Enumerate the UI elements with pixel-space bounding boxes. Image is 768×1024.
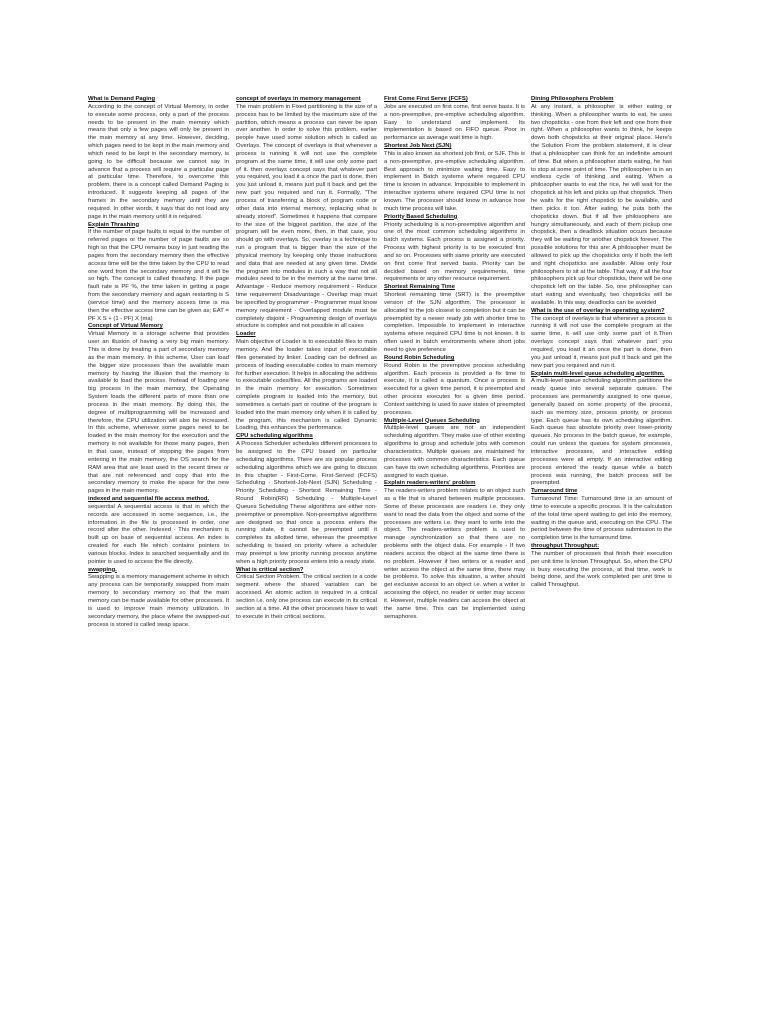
section-heading: Shortest Job Next (SJN): [384, 143, 452, 150]
section-heading: Concept of Virtual Memory: [88, 323, 163, 330]
section-paragraph: A multi-level queue scheduling algorithm partitions the ready queue into several separate queues. The processes are permanently assigned to one queue, generally based on some property of the process, such as memory size, process priority, or process type. Each queue has its own scheduling algorithm. Each queue has absolute priority over lower-priority queues. No process in the batch queue, for example, could run unless the queues for system processes, interactive processes, and interactive editing processes were all empty. If an interactive editing process entered the ready queue while a batch process was running, the batch process will be preempted.: [531, 378, 672, 487]
section-heading: Multiple-Level Queues Scheduling: [384, 417, 480, 424]
section-heading: Loader: [236, 331, 256, 338]
section-paragraph: At any instant, a philosopher is either eating or thinking. When a philosopher wants to eat, he uses two chopsticks - one from their left and one from their right. When a philosopher wants to think, he keeps down both chopsticks at their original place. Here's the Solution From the problem statement, it is clear that a philosopher can think for an indefinite amount of time. But when a philosopher starts eating, he has to stop at some point of time. The philosopher is in an endless cycle of thinking and eating. When a philosopher wants to eat the rice, he will wait for the chopstick at his left and picks up that chopstick. Then he waits for the right chopstick to be available, and then picks it too. After eating, he puts both the chopsticks down. But if all five philosophers are hungry simultaneously, and each of them pickup one chopstick, then a deadlock situation occurs because they will be waiting for another chopstick forever. The possible solutions for this are: A philosopher must be allowed to pick up the chopsticks only if both the left and right chopsticks are available. Allow only four philosophers to sit at the table. That way, if all the four philosophers pick up four chopsticks, there will be one chopstick left on the table. So, one philosopher can start eating and eventually, two chopsticks will be available. In this way, deadlocks can be avoided: [531, 103, 672, 306]
section-heading: indexed and sequential file access method.: [88, 496, 210, 503]
section-paragraph: This is also known as shortest job first, or SJF. This is a non-preemptive, pre-emptive scheduling algorithm. Best approach to minimize waiting time. Easy to implement in Batch systems where required CPU time is known in advance. Impossible to implement in interactive systems where required CPU time is not known. The processer should know in advance how much time process will take.: [384, 150, 525, 212]
section-paragraph: A Process Scheduler schedules different processes to be assigned to the CPU based on particular scheduling algorithms. There are six popular process scheduling algorithms which we are going to discuss in this chapter - First-Come, First-Served (FCFS) Scheduling - Shortest-Job-Next (SJN) Scheduling - Priority Scheduling - Shortest Remaining Time - Round Robin(RR) Scheduling - Multiple-Level Queues Scheduling These algorithms are either non-preemptive or preemptive. Non-preemptive algorithms are designed so that once a process enters the running state, it cannot be preempted until it completes its allotted time, whereas the preemptive scheduling is based on priority where a scheduler may preempt a low priority running process anytime when a high priority process enters into a ready state.: [236, 441, 377, 565]
section-heading: What is Demand Paging: [88, 96, 156, 102]
section-heading: Turnaround time: [531, 488, 578, 495]
section-heading: Shortest Remaining Time: [384, 284, 455, 291]
section-paragraph: Main objective of Loader is to executable files to main memory. And the loader takes input of executable files generated by linker. Loading can be defined as process of loading executable codes to main memory for further execution. It helps in allocating the address to executable codes/files. All the programs are loaded in the main memory for execution. Sometimes complete program is loaded into the memory, but sometimes a certain part or routine of the program is loaded into the main memory only when it is called by the program, this mechanism is called Dynamic Loading, this enhances the performance.: [236, 339, 377, 432]
section-heading: throughput Throughput:: [531, 543, 600, 550]
section-heading: Dining Philosophers Problem: [531, 96, 614, 102]
section-paragraph: The readers-writers problem relates to an object such as a file that is shared between multiple processes. Some of these processes are readers i.e. they only want to read the data from the object and some of the processes are writers i.e. they want to write into the object. The readers-writers problem is used to manage synchronization so that there are no problems with the object data. For example - If two readers access the object at the same time there is no problem. However if two writers or a reader and writer access the object at the same time, there may be problems. To solve this situation, a writer should get exclusive access to an object i.e. when a writer is accessing the object, no reader or writer may access it. However, multiple readers can access the object at the same time. This can be implemented using semaphores.: [384, 488, 525, 620]
section-paragraph: Priority scheduling is a non-preemptive algorithm and one of the most common scheduling algorithms in batch systems. Each process is assigned a priority. Process with highest priority is to be executed first and so on. Processes with same priority are executed on first come first served basis. Priority can be decided based on memory requirements, time requirements or any other resource requirement.: [384, 221, 525, 283]
section-heading: CPU scheduling algorithms: [236, 433, 313, 440]
column-3: [384, 96, 525, 622]
section-heading: Priority Based Scheduling: [384, 213, 458, 220]
section-heading: swapping.: [88, 566, 117, 573]
column-4: [531, 96, 672, 590]
section-paragraph: Round Robin is the preemptive process scheduling algorithm. Each process is provided a fix time to execute, it is called a quantum. Once a process is executed for a given time period, it is preempted and other process executes for a given time period. Context switching is used to save states of preempted processes.: [384, 362, 525, 416]
section-paragraph: Critical Section Problem. The critical section is a code segment where the shared variables can be accessed. An atomic action is required in a critical section i.e. only one process can execute in its critical section at a time. All the other processes have to wait to execute in their critical sections.: [236, 574, 377, 620]
column-1: [88, 96, 229, 629]
section-paragraph: The number of processes that finish their execution per unit time is known Throughput. So, when the CPU is busy executing the process, at that time, work is being done, and the work completed per unit time is called Throughput.: [531, 550, 672, 589]
section-paragraph: Turnaround Time: Turnaround time is an amount of time to execute a specific process. It is the calculation of the total time spent waiting to get into the memory, waiting in the queue and, executing on the CPU. The period between the time of process submission to the completion time is the turnaround time.: [531, 496, 672, 542]
section-paragraph: If the number of page faults is equal to the number of referred pages or the number of page faults are so high so that the CPU remains busy in just reading the pages from the secondary memory then the effective access time will be the time taken by the CPU to read one word from the secondary memory and it will be so high. The concept is called thrashing. If the page fault rate is PF %, the time taken in getting a page from the secondary memory and again restarting is S (service time) and the memory access time is ma then the effective access time can be given as; EAT = PF X S + (1 - PF) X (ma): [88, 229, 229, 322]
section-paragraph: Multiple-level queues are not an independent scheduling algorithm. They make use of other existing algorithms to group and schedule jobs with common characteristics. Multiple queues are maintained for processes with common characteristics. Each queue can have its own scheduling algorithms. Priorities are assigned to each queue.: [384, 425, 525, 479]
section-heading: Explain Thrashing: [88, 221, 140, 228]
section-paragraph: According to the concept of Virtual Memory, in order to execute some process, only a part of the process needs to be present in the main memory which means that only a few pages will only be present in the main memory at any time. However, deciding, which pages need to be kept in the main memory and which need to be kept in the secondary memory, is going to be difficult because we cannot say in advance that a process will require a particular page at particular time. Therefore, to overcome this problem, there is a concept called Demand Paging is introduced. It suggests keeping all pages of the frames in the secondary memory until they are required. In other words, it says that do not load any page in the main memory until it is required.: [88, 103, 229, 220]
section-heading: Round Robin Scheduling: [384, 354, 455, 361]
section-heading: What is the use of overlay in operating system?: [531, 307, 665, 314]
section-paragraph: Shortest remaining time (SRT) is the preemptive version of the SJN algorithm. The processor is allocated to the job closest to completion but it can be preempted by a newer ready job with shorter time to completion. Impossible to implement in interactive systems where required CPU time is not known. It is often used in batch environments where short jobs need to give preference: [384, 292, 525, 353]
section-paragraph: Swapping is a memory management scheme in which any process can be temporarily swapped from main memory to secondary memory so that the main memory can be made available for other processes. It is used to improve main memory utilization. In secondary memory, the place where the swapped-out process is stored is called swap space.: [88, 574, 229, 628]
section-paragraph: Virtual Memory is a storage scheme that provides user an illusion of having a very big main memory. This is done by treating a part of secondary memory as the main memory. In this scheme, User can load the bigger size processes than the available main memory by having the illusion that the memory is available to load the process. Instead of loading one big process in the main memory, the Operating System loads the different parts of more than one process in the main memory. By doing this, the degree of multiprogramming will be increased and therefore, the CPU utilization will also be increased. In this scheme, whenever some pages need to be loaded in the main memory for the execution and the memory is not available for those many pages, then in that case, instead of stopping the pages from entering in the main memory, the OS search for the RAM area that are least used in the recent times or that are not referenced and copy that into the secondary memory to make the space for the new pages in the main memory.: [88, 331, 229, 495]
column-2: [236, 96, 377, 622]
section-heading: What is critical section?: [236, 566, 304, 573]
section-paragraph: Jobs are executed on first come, first serve basis. It is a non-preemptive, pre-emptive scheduling algorithm. Easy to understand and implement. Its implementation is based on FIFO queue. Poor in performance as average wait time is high.: [384, 103, 525, 142]
section-paragraph: The concept of overlays is that whenever a process is running it will not use the complete program at the same time, it will use only some part of it.Then overlays concept says that whatever part you required, you load it an once the part is done, then you just unload it, means just pull it back and get the new part you required and run it.: [531, 315, 672, 369]
section-heading: concept of overlays in memory management: [236, 96, 361, 102]
section-paragraph: sequential A sequential access is that in which the records are accessed in some sequence, i.e., the information in the file is processed in order, one record after the other. Indexed - This mechanism is built up on base of sequential access. An index is created for each file which contains pointers to various blocks. Index is searched sequentially and its pointer is used to access the file directly.: [88, 503, 229, 565]
section-paragraph: The main problem in Fixed partitioning is the size of a process has to be limited by the maximum size of the partition, which means a process can never be span over another. In order to solve this problem, earlier people have used some solution which is called as Overlays. The concept of overlays is that whenever a process is running it will not use the complete program at the same time, it will use only some part of it. then overlays concept says that whatever part you required, you load it a once the part is done, then you just unload it, means just pull it back and get the new part you required and run it. Formally, "The process of transferring a block of program code or other data into internal memory, replacing what is already stored". Sometimes it happens that compare to the size of the biggest partition, the size of the program will be even more, then, in that case, you should go with overlays. So, overlay is a technique to run a program that is bigger than the size of the physical memory by keeping only those instructions and data that are needed at any given time. Divide the program into modules in such a way that not all modules need to be in the memory at the same time. Advantage - Reduce memory requirement - Reduce time requirement Disadvantage - Overlap map must be specified by programmer - Programmer must know memory requirement - Overlapped module must be completely disjoint - Programming design of overlays structure is complex and not possible in all cases: [236, 103, 377, 330]
section-heading: Explain readers-writers' problem: [384, 480, 476, 487]
section-heading: Explain multi-level queue scheduling algorithm.: [531, 370, 665, 377]
section-heading: First Come First Serve (FCFS): [384, 96, 468, 102]
